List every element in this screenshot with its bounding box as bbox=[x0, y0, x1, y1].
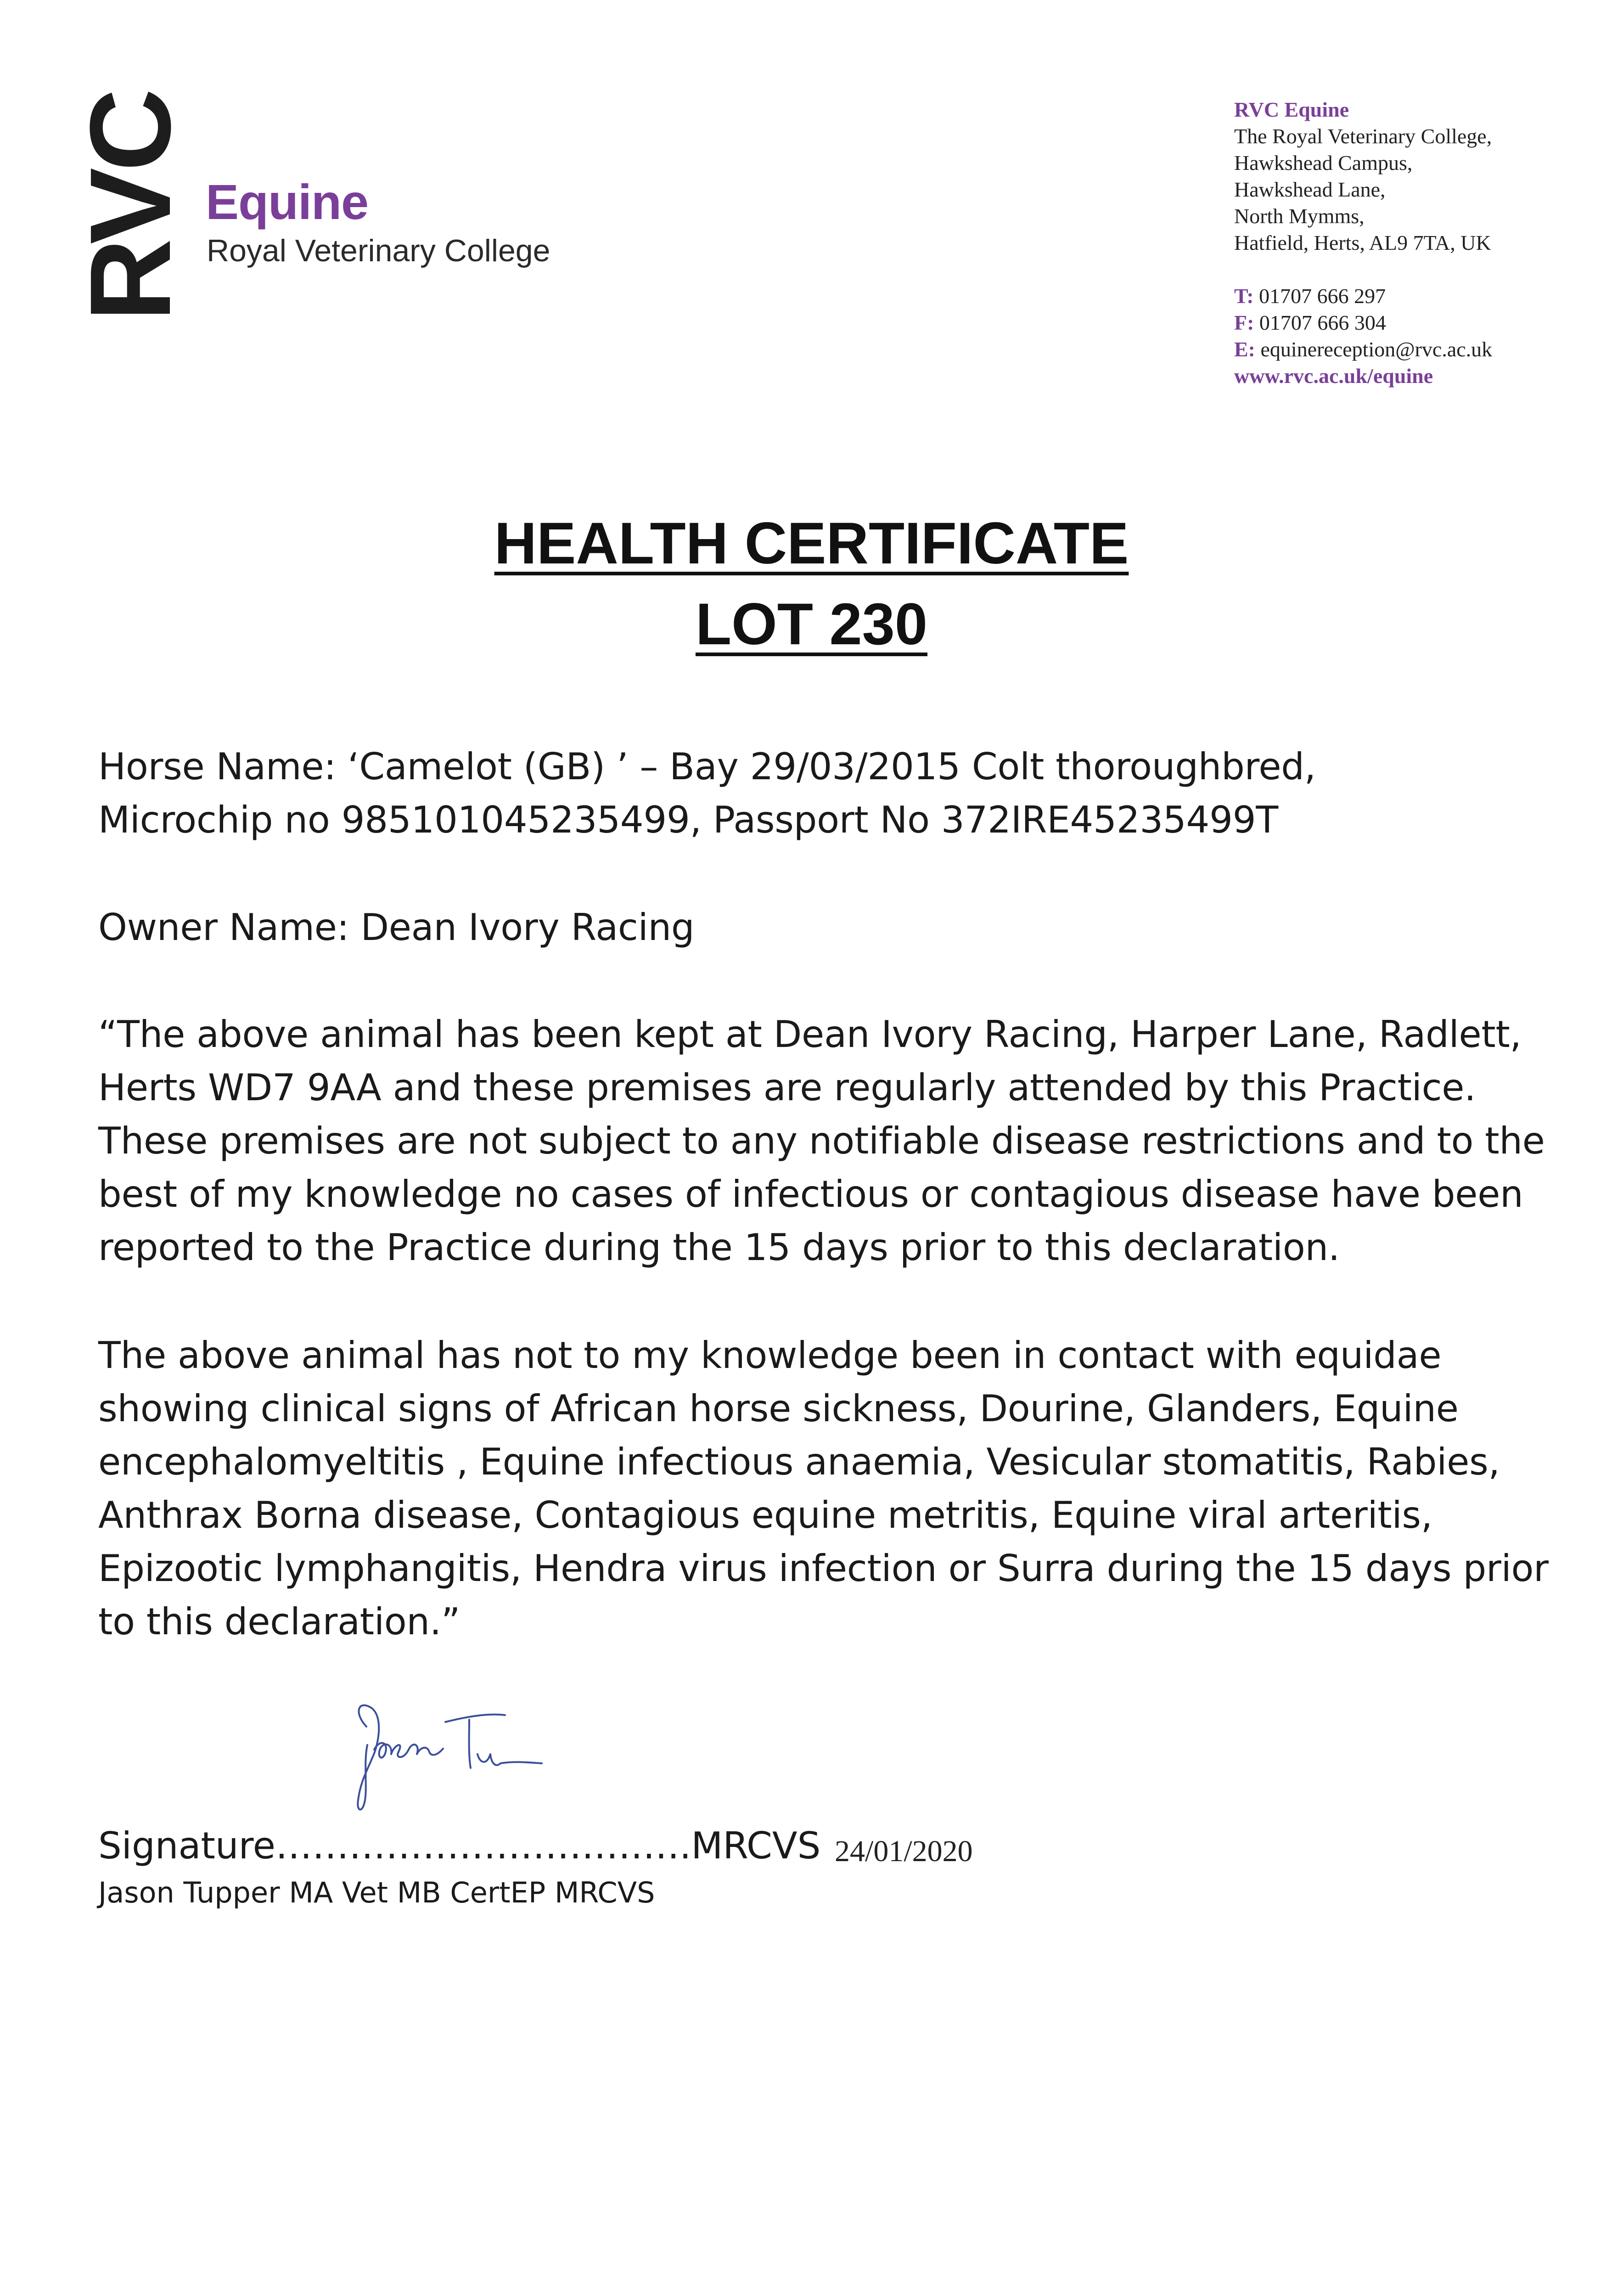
rvc-logo-letters: RVC bbox=[66, 92, 194, 321]
address-line: Hatfield, Herts, AL9 7TA, UK bbox=[1234, 231, 1491, 254]
address-line: The Royal Veterinary College, bbox=[1234, 124, 1492, 148]
fax-number: 01707 666 304 bbox=[1259, 311, 1386, 334]
phone-label: T: bbox=[1234, 284, 1254, 308]
fax-label: F: bbox=[1234, 311, 1254, 334]
declaration-line: to this declaration.” bbox=[98, 1600, 461, 1643]
owner-line: Owner Name: Dean Ivory Racing bbox=[98, 906, 695, 949]
declaration-line: “The above animal has been kept at Dean Ivory Racing, Harper Lane, Radlett, bbox=[98, 1013, 1522, 1056]
declaration-line: showing clinical signs of African horse sickness, Dourine, Glanders, Equine bbox=[98, 1387, 1459, 1430]
certificate-title bbox=[0, 511, 1623, 576]
declaration-line: best of my knowledge no cases of infectious or contagious disease have been bbox=[98, 1173, 1523, 1216]
declaration-line: The above animal has not to my knowledge been in contact with equidae bbox=[98, 1334, 1442, 1377]
lot-number-text: LOT 230 bbox=[695, 591, 928, 657]
logo-equine-text: Equine bbox=[206, 174, 369, 230]
contact-declaration bbox=[98, 1329, 1549, 1649]
certificate-title-text: HEALTH CERTIFICATE bbox=[494, 511, 1129, 576]
declaration-line: Herts WD7 9AA and these premises are regularly attended by this Practice. bbox=[98, 1066, 1476, 1109]
address-line: North Mymms, bbox=[1234, 204, 1365, 228]
address-org: RVC Equine bbox=[1234, 98, 1349, 121]
horse-line: Microchip no 985101045235499, Passport No 372IRE45235499T bbox=[98, 799, 1278, 841]
horse-details bbox=[98, 740, 1544, 847]
handwritten-signature bbox=[340, 1694, 556, 1828]
declaration-line: These premises are not subject to any notifiable disease restrictions and to the bbox=[98, 1120, 1545, 1162]
declaration-line: reported to the Practice during the 15 days prior to this declaration. bbox=[98, 1226, 1340, 1269]
fax-row bbox=[1234, 310, 1601, 336]
logo-college-text: Royal Veterinary College bbox=[207, 233, 550, 268]
phone-number: 01707 666 297 bbox=[1259, 284, 1386, 308]
declaration-line: Anthrax Borna disease, Contagious equine metritis, Equine viral arteritis, bbox=[98, 1494, 1432, 1536]
signature-line: Signature…………………………….MRCVS bbox=[98, 1824, 821, 1867]
rvc-logo-mark bbox=[66, 92, 194, 331]
signatory-name: Jason Tupper MA Vet MB CertEP MRCVS bbox=[98, 1876, 655, 1909]
address-line: Hawkshead Lane, bbox=[1234, 178, 1386, 201]
premises-declaration bbox=[98, 1008, 1544, 1274]
phone-row bbox=[1234, 283, 1601, 310]
address-line: Hawkshead Campus, bbox=[1234, 151, 1413, 174]
website-link[interactable]: www.rvc.ac.uk/equine bbox=[1234, 364, 1433, 388]
owner-details bbox=[98, 901, 1544, 954]
lot-number bbox=[0, 591, 1623, 657]
declaration-line: encephalomyeltitis , Equine infectious anaemia, Vesicular stomatitis, Rabies, bbox=[98, 1441, 1500, 1483]
signature-date: 24/01/2020 bbox=[835, 1835, 973, 1868]
address-block bbox=[1234, 96, 1601, 389]
email-row bbox=[1234, 336, 1601, 363]
declaration-line: Epizootic lymphangitis, Hendra virus infection or Surra during the 15 days prior bbox=[98, 1547, 1549, 1590]
horse-line: Horse Name: ‘Camelot (GB) ’ – Bay 29/03/2015 Colt thoroughbred, bbox=[98, 745, 1316, 788]
email-label: E: bbox=[1234, 338, 1255, 361]
email-address[interactable]: equinereception@rvc.ac.uk bbox=[1260, 338, 1493, 361]
